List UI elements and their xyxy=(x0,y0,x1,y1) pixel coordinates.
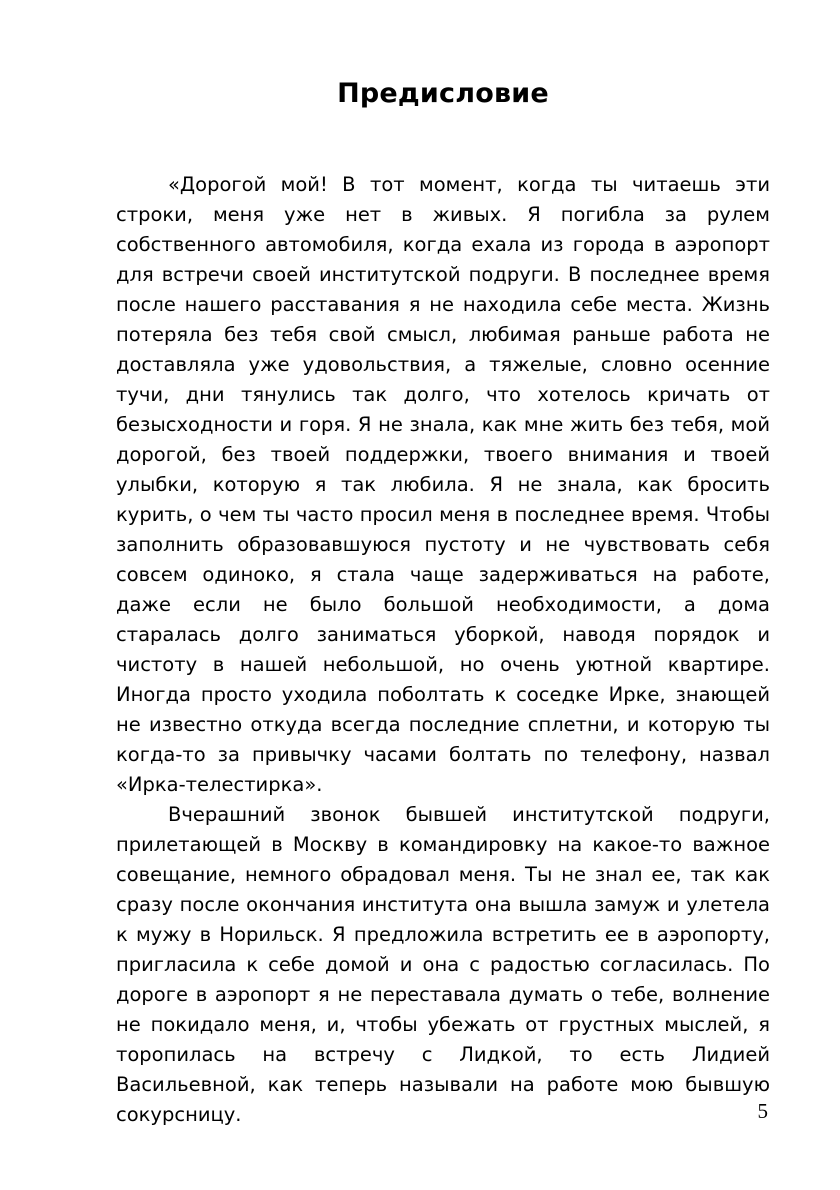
page-title: Предисловие xyxy=(337,78,549,109)
paragraph-2: Вчерашний звонок бывшей институтской подруги, прилетающей в Москву в командировку на какое-то важное совещание, немного обрадовал меня. Ты не знал ее, так как сразу после окончания института она вышла замуж и улетела к мужу в Норильск. Я предложила встретить ее в аэропорту, пригласила к себе домой и она с радостью согласилась. По дороге в аэропорт я не переставала думать о тебе, волнение не покидало меня, и, чтобы убежать от грустных мыслей, я торопилась на встречу с Лидкой, то есть Лидией Васильевной, как теперь называли на работе мою бывшую сокурсницу. xyxy=(116,803,770,1126)
text-body xyxy=(116,170,770,1130)
page-content xyxy=(116,0,770,1130)
paragraph-1: «Дорогой мой! В тот момент, когда ты читаешь эти строки, меня уже нет в живых. Я погибла за рулем собственного автомобиля, когда ехала из города в аэропорт для встречи своей институтской подруги. В последнее время после нашего расставания я не находила себе места. Жизнь потеряла без тебя свой смысл, любимая раньше работа не доставляла уже удовольствия, а тяжелые, словно осенние тучи, дни тянулись так долго, что хотелось кричать от безысходности и горя. Я не знала, как мне жить без тебя, мой дорогой, без твоей поддержки, твоего внимания и твоей улыбки, которую я так любила. Я не знала, как бросить курить, о чем ты часто просил меня в последнее время. Чтобы заполнить образовавшуюся пустоту и не чувствовать себя совсем одиноко, я стала чаще задерживаться на работе, даже если не было большой необходимости, а дома старалась долго заниматься уборкой, наводя порядок и чистоту в нашей небольшой, но очень уютной квартире. Иногда просто уходила поболтать к соседке Ирке, знающей не известно откуда всегда последние сплетни, и которую ты когда-то за привычку часами болтать по телефону, назвал «Ирка-телестирка». xyxy=(116,173,770,796)
page-number: 5 xyxy=(757,1099,768,1123)
